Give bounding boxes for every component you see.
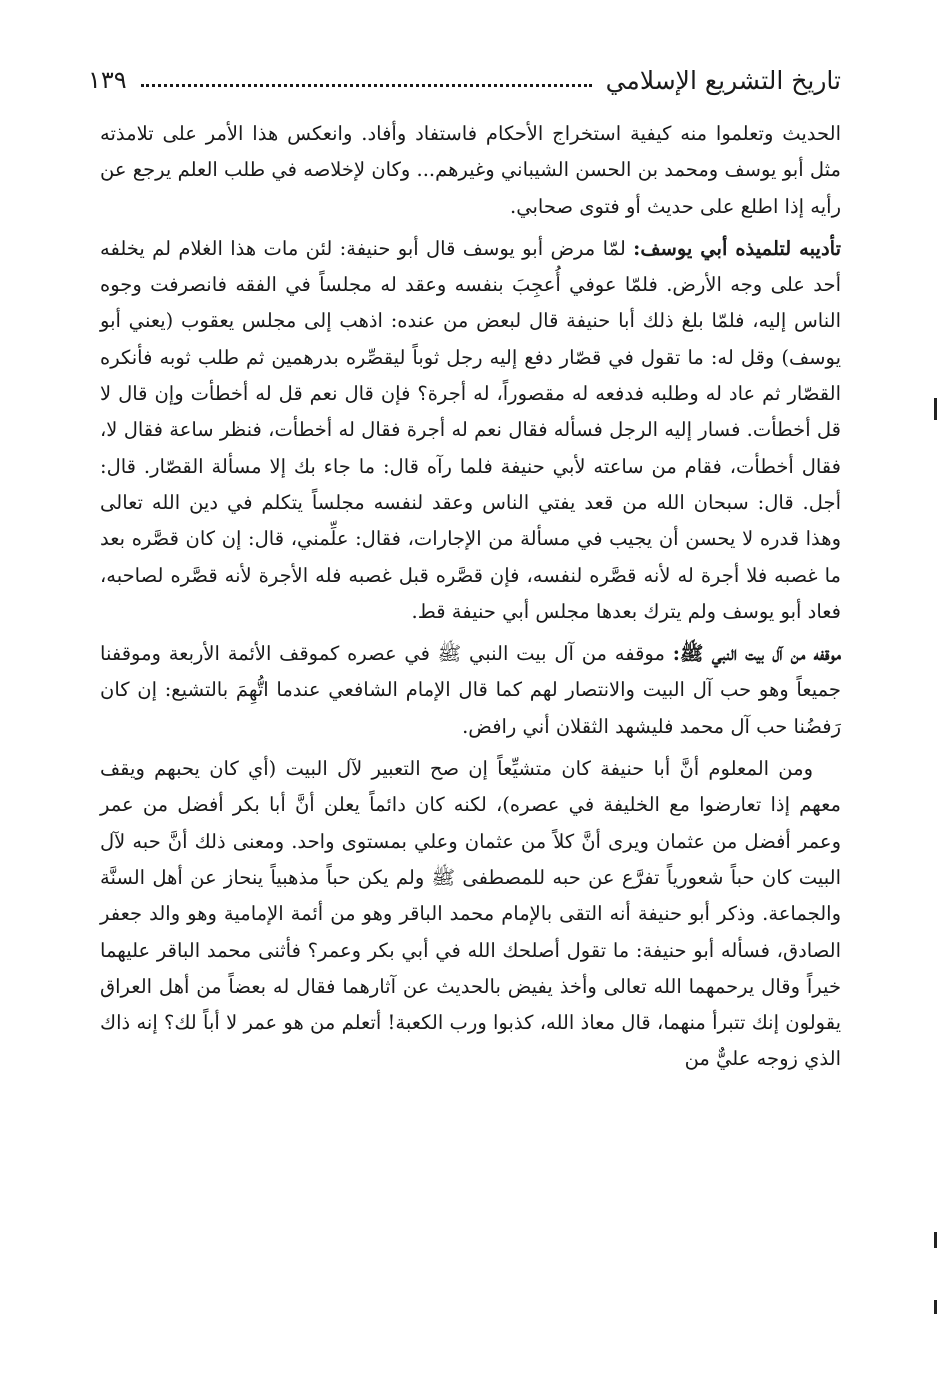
page-header [88, 60, 841, 100]
scan-edge-mark [934, 1232, 937, 1248]
header-dotted-leader [141, 84, 592, 87]
paragraph-text: ومن المعلوم أنَّ أبا حنيفة كان متشيِّعاً إن صح التعبير لآل البيت (أي كان يحبهم ويقف معهم إذا تعارضوا مع الخليفة في عصره)، لكنه كان دائماً يعلن أنَّ أبا بكر أفضل من عمر وعمر أفضل من عثمان ويرى أنَّ كلاً من عثمان وعلي بمستوى واحد. ومعنى ذلك أنَّ حبه لآل البيت كان حباً شعورياً تفرَّع عن حبه للمصطفى ﷺ ولم يكن حباً مذهبياً ينحاز عن أهل السنَّة والجماعة. وذكر أبو حنيفة أنه التقى بالإمام محمد الباقر وهو من أئمة الإمامية وهو والد جعفر الصادق، فسأله أبو حنيفة: ما تقول أصلحك الله في أبي بكر وعمر؟ فأثنى محمد الباقر عليهما خيراً وقال يرحمهما الله تعالى وأخذ يفيض بالحديث عن آثارهما فقال له بعضاً من أهل العراق يقولون إنك تتبرأ منهما، قال معاذ الله، كذبوا ورب الكعبة! أتعلم من هو عمر لا أباً لك؟ إنه ذاك الذي زوجه عليٌّ من [100, 757, 841, 1071]
running-title: تاريخ التشريع الإسلامي [605, 65, 841, 95]
page-number: ١٣٩ [88, 66, 127, 94]
scan-edge-mark [934, 398, 937, 420]
paragraph-1 [100, 116, 841, 225]
paragraph-text: لمّا مرض أبو يوسف قال أبو حنيفة: لئن مات هذا الغلام لم يخلفه أحد على وجه الأرض. فلمّا عوفي أُعجِبَ بنفسه وعقد له مجلساً في الفقه فانصرفت وجوه الناس إليه، فلمّا بلغ ذلك أبا حنيفة قال لبعض من عنده: اذهب إلى مجلس يعقوب (يعني أبو يوسف) وقل له: ما تقول في قصّار دفع إليه رجل ثوباً ليقصِّره بدرهمين ثم طلب ثوبه فأنكره القصّار ثم عاد له وطلبه فدفعه له مقصوراً، له أجرة؟ فإن قال نعم قل له أخطأت وإن قال لا قل أخطأت. فسار إليه الرجل فسأله فقال نعم له أجرة فقال له أخطأت، فنظر ساعة فقال لا، فقال أخطأت، فقام من ساعته لأبي حنيفة فلما رآه قال: ما جاء بك إلا مسألة القصّار. قال: أجل. قال: سبحان الله من قعد يفتي الناس وعقد لنفسه مجلساً يتكلم في دين الله تعالى وهذا قدره لا يحسن أن يجيب في مسألة من الإجارات، فقال: علِّمني، قال: إن كان قصَّره بعد ما غصبه فلا أجرة له لأنه قصَّره لنفسه، فإن قصَّره قبل غصبه فله الأجرة لأنه قصَّره لصاحبه، فعاد أبو يوسف ولم يترك بعدها مجلس أبي حنيفة قط. [100, 236, 841, 623]
paragraph-3 [100, 636, 841, 745]
paragraph-text: الحديث وتعلموا منه كيفية استخراج الأحكام فاستفاد وأفاد. وانعكس هذا الأمر على تلامذته مثل أبو يوسف ومحمد بن الحسن الشيباني وغيرهم... وكان لإخلاصه في طلب العلم يرجع عن رأيه إذا اطلع على حديث أو فتوى صحابي. [100, 122, 841, 218]
paragraph-4 [100, 751, 841, 1078]
section-heading-abu-yusuf: تأديبه لتلميذه أبي يوسف: [633, 236, 841, 260]
page-body [100, 116, 841, 1084]
section-heading-ahl-al-bayt: موقفه من آل بيت النبي ﷺ: [672, 642, 841, 666]
paragraph-text: موقفه من آل بيت النبي ﷺ في عصره كموقف الأئمة الأربعة وموقفنا جميعاً وهو حب آل البيت والانتصار لهم كما قال الإمام الشافعي عندما اتُّهِمَ بالتشيع: إن كان رَفضُنا حب آل محمد فليشهد الثقلان أني رافض. [100, 642, 841, 738]
scan-edge-mark [934, 1300, 937, 1314]
paragraph-2 [100, 231, 841, 630]
